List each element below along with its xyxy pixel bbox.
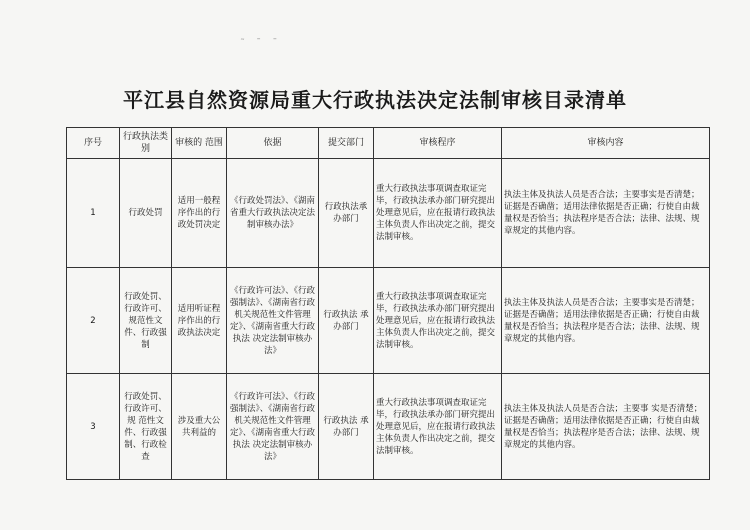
header-content: 审核内容 [502, 128, 710, 159]
cell-scope: 适用一般程序作出的行政处罚决定 [172, 159, 227, 268]
header-basis: 依据 [227, 128, 319, 159]
document-title: 平江县自然资源局重大行政执法决定法制审核目录清单 [123, 88, 627, 112]
cell-procedure: 重大行政执法事项调查取证完毕，行政执法承办部门研究提出处理意见后，应在报请行政执法主体负责人作出决定之前，提交法制审核。 [374, 159, 502, 268]
cell-dept: 行政执法承办部门 [319, 159, 374, 268]
cell-basis: 《行政处罚法》、《湖南省重大行政执法决定法制审核办法》 [227, 159, 319, 268]
cell-dept: 行政执法 承办部门 [319, 268, 374, 374]
header-category: 行政执法类别 [120, 128, 172, 159]
cell-dept: 行政执法 承办部门 [319, 374, 374, 480]
cell-no: 1 [67, 159, 120, 268]
table-row [67, 268, 710, 374]
cell-procedure: 重大行政执法事项调查取证完毕，行政执法承办部门研究提出处理意见后，应在报请行政执法主体负责人作出决定之前，提交 法制审核。 [374, 268, 502, 374]
header-no: 序号 [67, 128, 120, 159]
cell-content: 执法主体及执法人员是否合法；主要事实是否清楚；证据是否确凿；适用法律依据是否正确；行使自由裁量权是否恰当；执法程序是否合法；法律、法规、规章规定的其他内容。 [502, 268, 710, 374]
header-dept: 提交部门 [319, 128, 374, 159]
cell-category: 行政处罚、行政许可、规 范性文件、行政强制、行政检查 [120, 374, 172, 480]
header-procedure: 审核程序 [374, 128, 502, 159]
cell-scope: 涉及重大公共利益的 [172, 374, 227, 480]
cell-no: 3 [67, 374, 120, 480]
table-row [67, 159, 710, 268]
cell-basis: 《行政许可法》、《行政强制法》、《湖南省行政机关规范性文件管理定》、《湖南省重大行政执法 决定法制审核办法》 [227, 268, 319, 374]
cell-category: 行政处罚 [120, 159, 172, 268]
header-scope: 审核的 范围 [172, 128, 227, 159]
cell-no: 2 [67, 268, 120, 374]
table-header-row [67, 128, 710, 159]
table-row [67, 374, 710, 480]
cell-procedure: 重大行政执法事项调查取证完毕，行政执法承办部门研究提出处理意见后，应在报请行政执法主体负责人作出决定之前，提交法制审核。 [374, 374, 502, 480]
cell-content: 执法主体及执法人员是否合法；主要事实是否清楚；证据是否确凿；适用法律依据是否正确；行使自由裁量权是否恰当；执法程序是否合法；法律、法规、规章规定的其他内容。 [502, 159, 710, 268]
cell-basis: 《行政许可法》、《行政强制法》、《湖南省行政机关规范性文件管理定》、《湖南省重大行政执法 决定法制审核办法》 [227, 374, 319, 480]
cell-category: 行政处罚、行政许可、规范性文件、行政强制 [120, 268, 172, 374]
cell-scope: 适用听证程序作出的行政执法决定 [172, 268, 227, 374]
review-catalog-table [66, 127, 710, 480]
cell-content: 执法主体及执法人员是否合法；主要事 实是否清楚；证据是否确凿；适用法律依据是否正确；行使自由裁量权是否恰当；执法程序是否合法；法律、法规、规章规定的其他内容。 [502, 374, 710, 480]
scan-artifact: ˜ ¯ ¯ [240, 38, 282, 49]
